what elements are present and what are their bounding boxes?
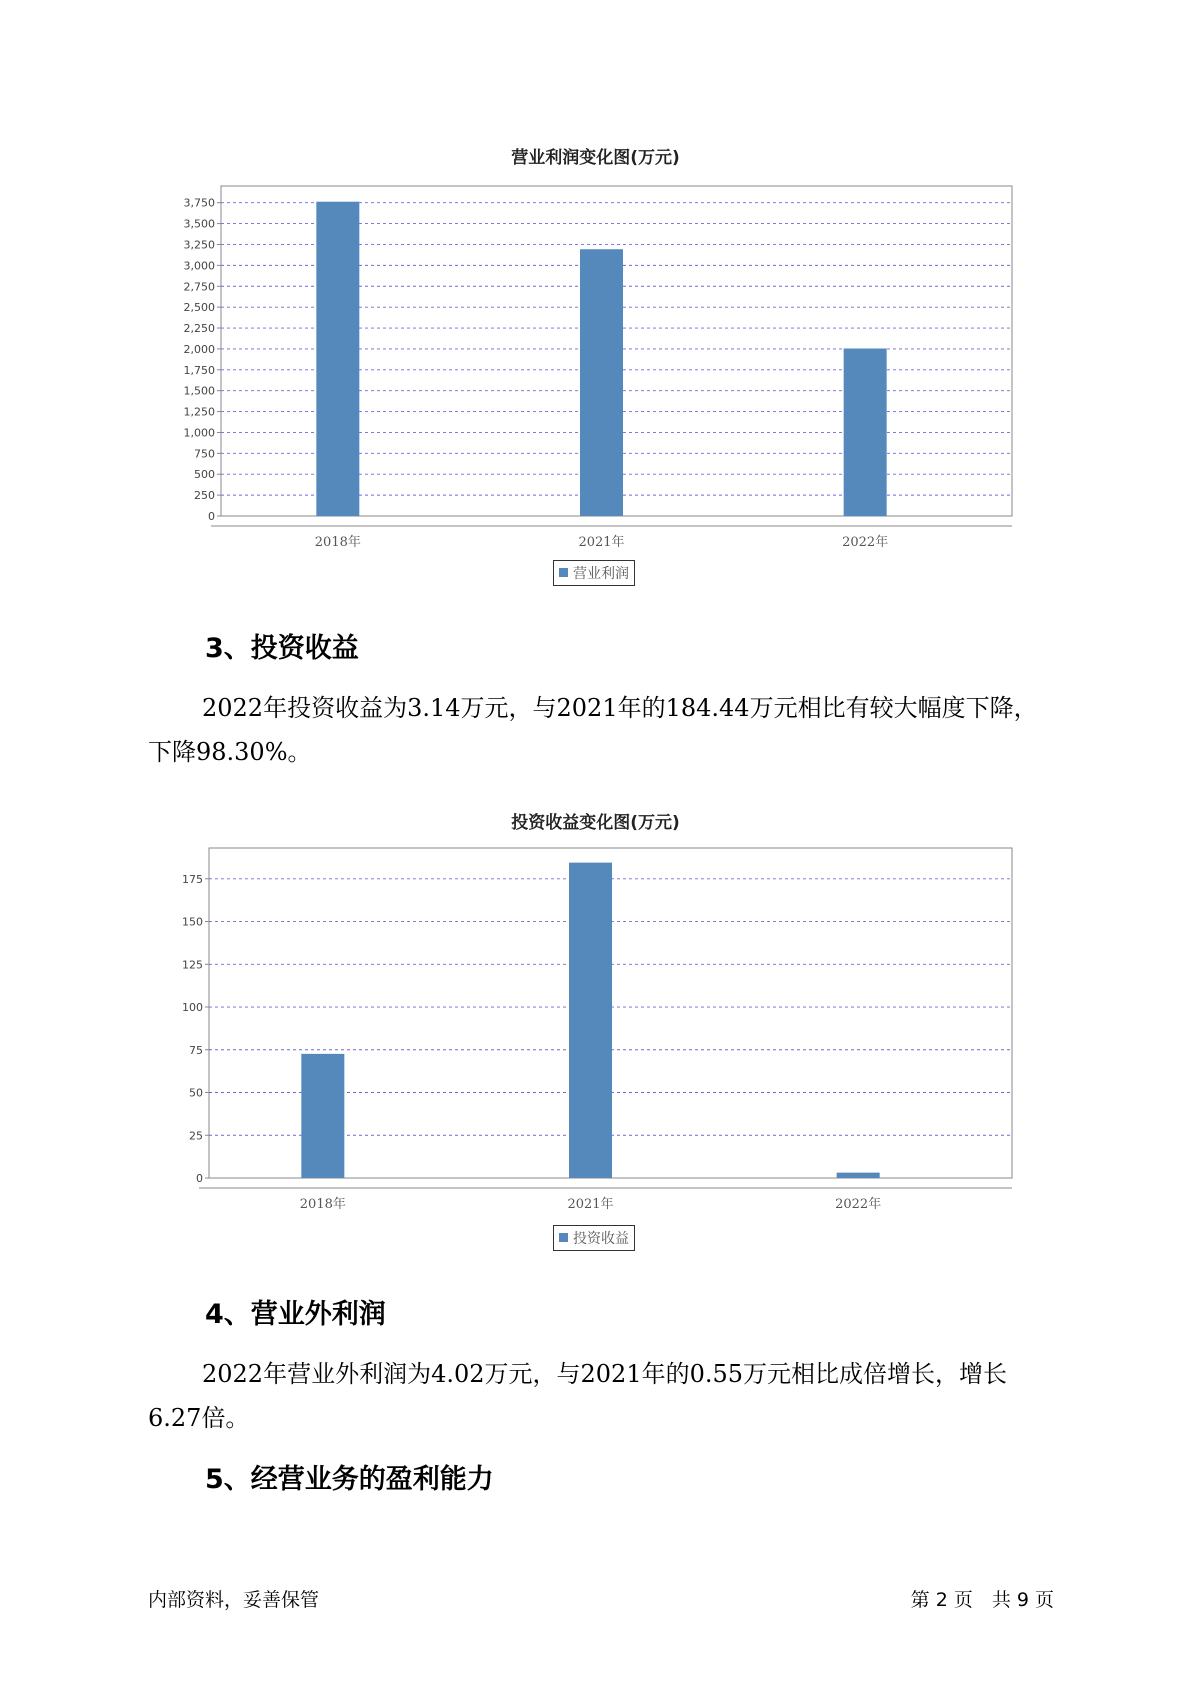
y-tick-label: 50 <box>189 1086 203 1100</box>
y-tick-label: 2,750 <box>183 280 215 294</box>
section-3-heading: 3、投资收益 <box>205 633 359 664</box>
footer-confidential-note: 内部资料，妥善保管 <box>148 1589 320 1611</box>
y-tick-label: 3,000 <box>183 259 215 273</box>
y-tick-label: 100 <box>182 1001 203 1015</box>
chart2-title: 投资收益变化图(万元) <box>511 813 680 833</box>
chart2-legend <box>553 1225 635 1251</box>
chart1-title: 营业利润变化图(万元) <box>511 148 680 168</box>
legend-swatch <box>559 1233 568 1242</box>
x-category-label: 2018年 <box>299 1197 346 1212</box>
bar-2022年 <box>837 1173 880 1178</box>
y-tick-label: 750 <box>194 447 215 461</box>
bar-2021年 <box>569 863 612 1178</box>
x-category-label: 2018年 <box>314 535 361 550</box>
y-tick-label: 75 <box>189 1043 203 1057</box>
footer-page-number: 第 2 页 共 9 页 <box>910 1589 1054 1611</box>
y-tick-label: 25 <box>189 1129 203 1143</box>
y-tick-label: 3,250 <box>183 238 215 252</box>
y-tick-label: 500 <box>194 468 215 482</box>
y-tick-label: 1,000 <box>183 426 215 440</box>
y-tick-label: 0 <box>208 510 215 523</box>
section-4-paragraph: 2022年营业外利润为4.02万元，与2021年的0.55万元相比成倍增长，增长6.27倍。 <box>148 1360 1008 1432</box>
section-3-paragraph: 2022年投资收益为3.14万元，与2021年的184.44万元相比有较大幅度下降，下降98.30%。 <box>148 694 1038 766</box>
x-category-label: 2021年 <box>578 535 625 550</box>
x-category-label: 2021年 <box>567 1197 614 1212</box>
x-category-label: 2022年 <box>842 535 889 550</box>
y-tick-label: 2,000 <box>183 342 215 356</box>
y-tick-label: 2,500 <box>183 301 215 315</box>
y-tick-label: 0 <box>196 1172 203 1185</box>
chart2-legend-label: 投资收益 <box>573 1231 629 1247</box>
y-tick-label: 1,500 <box>183 384 215 398</box>
bar-2018年 <box>301 1054 344 1178</box>
y-tick-label: 1,750 <box>183 363 215 377</box>
y-tick-label: 2,250 <box>183 322 215 336</box>
y-tick-label: 3,500 <box>183 217 215 231</box>
x-category-label: 2022年 <box>835 1197 882 1212</box>
section-4-heading: 4、营业外利润 <box>205 1299 386 1330</box>
y-tick-label: 125 <box>182 958 203 972</box>
y-tick-label: 250 <box>194 489 215 503</box>
y-tick-label: 175 <box>182 872 203 886</box>
y-tick-label: 150 <box>182 915 203 929</box>
y-tick-label: 1,250 <box>183 405 215 419</box>
y-tick-label: 3,750 <box>183 196 215 210</box>
section-5-heading: 5、经营业务的盈利能力 <box>205 1464 494 1495</box>
chart1-legend-label: 营业利润 <box>573 566 629 582</box>
